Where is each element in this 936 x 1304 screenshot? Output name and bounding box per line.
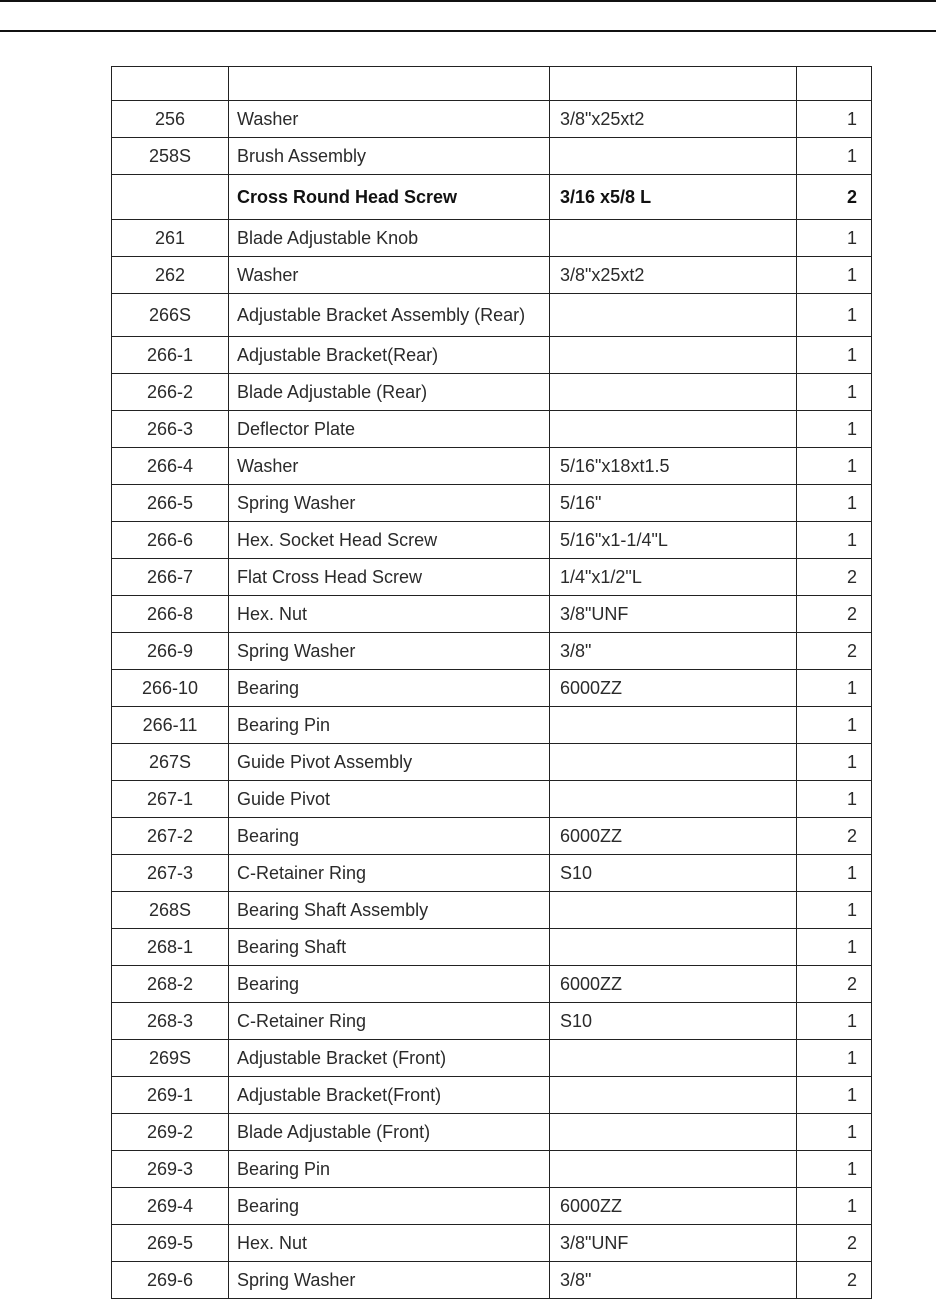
table-row	[112, 633, 872, 670]
quantity-cell: 1	[797, 522, 872, 559]
quantity-cell: 1	[797, 892, 872, 929]
part-number-cell: 261	[112, 220, 229, 257]
part-number-cell: 267-1	[112, 781, 229, 818]
description-cell: Washer	[229, 101, 550, 138]
specification-cell: 3/8"UNF	[550, 1225, 797, 1262]
part-number-cell: 269-4	[112, 1188, 229, 1225]
table-row	[112, 1225, 872, 1262]
quantity-cell: 1	[797, 744, 872, 781]
table-row	[112, 257, 872, 294]
quantity-cell: 1	[797, 1114, 872, 1151]
quantity-cell: 1	[797, 929, 872, 966]
part-number-cell: 262	[112, 257, 229, 294]
parts-table-body	[112, 101, 872, 1299]
specification-cell: 3/8"x25xt2	[550, 257, 797, 294]
table-row	[112, 1151, 872, 1188]
description-cell: Brush Assembly	[229, 138, 550, 175]
description-cell: Guide Pivot Assembly	[229, 744, 550, 781]
description-cell: Spring Washer	[229, 485, 550, 522]
description-cell: Bearing Pin	[229, 707, 550, 744]
description-cell: Bearing	[229, 1188, 550, 1225]
table-row	[112, 1114, 872, 1151]
quantity-cell: 1	[797, 1151, 872, 1188]
table-row	[112, 781, 872, 818]
quantity-cell: 1	[797, 1077, 872, 1114]
description-cell: C-Retainer Ring	[229, 855, 550, 892]
part-number-cell: 268-2	[112, 966, 229, 1003]
table-row	[112, 1188, 872, 1225]
specification-cell	[550, 294, 797, 337]
part-number-cell: 268-3	[112, 1003, 229, 1040]
table-row	[112, 559, 872, 596]
specification-cell	[550, 781, 797, 818]
quantity-cell: 1	[797, 374, 872, 411]
parts-list-table	[111, 66, 872, 1299]
table-row	[112, 966, 872, 1003]
table-row	[112, 818, 872, 855]
specification-cell: 3/8"	[550, 633, 797, 670]
quantity-cell: 1	[797, 1040, 872, 1077]
description-cell: Bearing	[229, 818, 550, 855]
specification-cell: 5/16"	[550, 485, 797, 522]
specification-cell	[550, 1114, 797, 1151]
header-part-no	[112, 67, 229, 101]
specification-cell: 3/16 x5/8 L	[550, 175, 797, 220]
description-cell: Adjustable Bracket(Rear)	[229, 337, 550, 374]
specification-cell: 6000ZZ	[550, 966, 797, 1003]
specification-cell	[550, 1040, 797, 1077]
description-cell: Bearing Pin	[229, 1151, 550, 1188]
description-cell: Washer	[229, 257, 550, 294]
header-specification	[550, 67, 797, 101]
specification-cell	[550, 892, 797, 929]
table-row	[112, 374, 872, 411]
description-cell: Guide Pivot	[229, 781, 550, 818]
part-number-cell: 256	[112, 101, 229, 138]
part-number-cell: 267-3	[112, 855, 229, 892]
table-row	[112, 448, 872, 485]
part-number-cell: 269S	[112, 1040, 229, 1077]
part-number-cell: 269-5	[112, 1225, 229, 1262]
description-cell: Bearing	[229, 670, 550, 707]
table-row	[112, 138, 872, 175]
specification-cell: S10	[550, 1003, 797, 1040]
specification-cell	[550, 1077, 797, 1114]
table-row	[112, 744, 872, 781]
specification-cell: 6000ZZ	[550, 1188, 797, 1225]
table-row	[112, 670, 872, 707]
description-cell: Adjustable Bracket(Front)	[229, 1077, 550, 1114]
description-cell: Adjustable Bracket Assembly (Rear)	[229, 294, 550, 337]
table-row	[112, 337, 872, 374]
part-number-cell: 267-2	[112, 818, 229, 855]
quantity-cell: 2	[797, 966, 872, 1003]
table-row	[112, 929, 872, 966]
part-number-cell: 266-8	[112, 596, 229, 633]
specification-cell: 3/8"	[550, 1262, 797, 1299]
specification-cell	[550, 337, 797, 374]
part-number-cell: 268S	[112, 892, 229, 929]
table-row	[112, 1003, 872, 1040]
table-row	[112, 1040, 872, 1077]
description-cell: Blade Adjustable (Rear)	[229, 374, 550, 411]
specification-cell	[550, 411, 797, 448]
quantity-cell: 1	[797, 781, 872, 818]
quantity-cell: 2	[797, 175, 872, 220]
specification-cell	[550, 374, 797, 411]
specification-cell: 5/16"x18xt1.5	[550, 448, 797, 485]
quantity-cell: 1	[797, 707, 872, 744]
quantity-cell: 2	[797, 559, 872, 596]
description-cell: Adjustable Bracket (Front)	[229, 1040, 550, 1077]
description-cell: C-Retainer Ring	[229, 1003, 550, 1040]
quantity-cell: 1	[797, 485, 872, 522]
description-cell: Washer	[229, 448, 550, 485]
description-cell: Deflector Plate	[229, 411, 550, 448]
description-cell: Cross Round Head Screw	[229, 175, 550, 220]
table-row	[112, 294, 872, 337]
part-number-cell: 266-5	[112, 485, 229, 522]
description-cell: Hex. Nut	[229, 1225, 550, 1262]
table-row	[112, 101, 872, 138]
description-cell: Hex. Nut	[229, 596, 550, 633]
quantity-cell: 2	[797, 633, 872, 670]
specification-cell	[550, 707, 797, 744]
part-number-cell: 269-6	[112, 1262, 229, 1299]
table-row	[112, 522, 872, 559]
part-number-cell: 266-4	[112, 448, 229, 485]
part-number-cell: 266-11	[112, 707, 229, 744]
specification-cell	[550, 1151, 797, 1188]
quantity-cell: 1	[797, 1003, 872, 1040]
table-row	[112, 411, 872, 448]
description-cell: Bearing	[229, 966, 550, 1003]
specification-cell: 3/8"UNF	[550, 596, 797, 633]
part-number-cell: 266S	[112, 294, 229, 337]
description-cell: Hex. Socket Head Screw	[229, 522, 550, 559]
specification-cell	[550, 929, 797, 966]
table-row	[112, 892, 872, 929]
part-number-cell: 266-3	[112, 411, 229, 448]
specification-cell	[550, 138, 797, 175]
specification-cell	[550, 220, 797, 257]
description-cell: Spring Washer	[229, 1262, 550, 1299]
table-row	[112, 1077, 872, 1114]
table-row	[112, 175, 872, 220]
description-cell: Blade Adjustable (Front)	[229, 1114, 550, 1151]
specification-cell: S10	[550, 855, 797, 892]
specification-cell: 5/16"x1-1/4"L	[550, 522, 797, 559]
part-number-cell: 266-1	[112, 337, 229, 374]
header-description	[229, 67, 550, 101]
quantity-cell: 2	[797, 1225, 872, 1262]
quantity-cell: 1	[797, 138, 872, 175]
part-number-cell: 269-2	[112, 1114, 229, 1151]
table-row	[112, 220, 872, 257]
part-number-cell: 266-2	[112, 374, 229, 411]
description-cell: Flat Cross Head Screw	[229, 559, 550, 596]
part-number-cell	[112, 175, 229, 220]
description-cell: Spring Washer	[229, 633, 550, 670]
quantity-cell: 1	[797, 337, 872, 374]
quantity-cell: 2	[797, 818, 872, 855]
quantity-cell: 1	[797, 101, 872, 138]
table-row	[112, 1262, 872, 1299]
quantity-cell: 2	[797, 1262, 872, 1299]
quantity-cell: 2	[797, 596, 872, 633]
part-number-cell: 267S	[112, 744, 229, 781]
table-row	[112, 855, 872, 892]
quantity-cell: 1	[797, 1188, 872, 1225]
quantity-cell: 1	[797, 294, 872, 337]
part-number-cell: 266-7	[112, 559, 229, 596]
description-cell: Blade Adjustable Knob	[229, 220, 550, 257]
description-cell: Bearing Shaft	[229, 929, 550, 966]
quantity-cell: 1	[797, 220, 872, 257]
quantity-cell: 1	[797, 670, 872, 707]
part-number-cell: 269-3	[112, 1151, 229, 1188]
specification-cell: 6000ZZ	[550, 818, 797, 855]
specification-cell: 1/4"x1/2"L	[550, 559, 797, 596]
quantity-cell: 1	[797, 448, 872, 485]
header-quantity	[797, 67, 872, 101]
part-number-cell: 266-9	[112, 633, 229, 670]
part-number-cell: 258S	[112, 138, 229, 175]
quantity-cell: 1	[797, 411, 872, 448]
table-header-row	[112, 67, 872, 101]
table-row	[112, 707, 872, 744]
part-number-cell: 268-1	[112, 929, 229, 966]
quantity-cell: 1	[797, 257, 872, 294]
part-number-cell: 266-10	[112, 670, 229, 707]
part-number-cell: 266-6	[112, 522, 229, 559]
description-cell: Bearing Shaft Assembly	[229, 892, 550, 929]
part-number-cell: 269-1	[112, 1077, 229, 1114]
table-row	[112, 596, 872, 633]
quantity-cell: 1	[797, 855, 872, 892]
page-header-bar	[0, 0, 936, 32]
table-row	[112, 485, 872, 522]
specification-cell: 3/8"x25xt2	[550, 101, 797, 138]
specification-cell	[550, 744, 797, 781]
specification-cell: 6000ZZ	[550, 670, 797, 707]
